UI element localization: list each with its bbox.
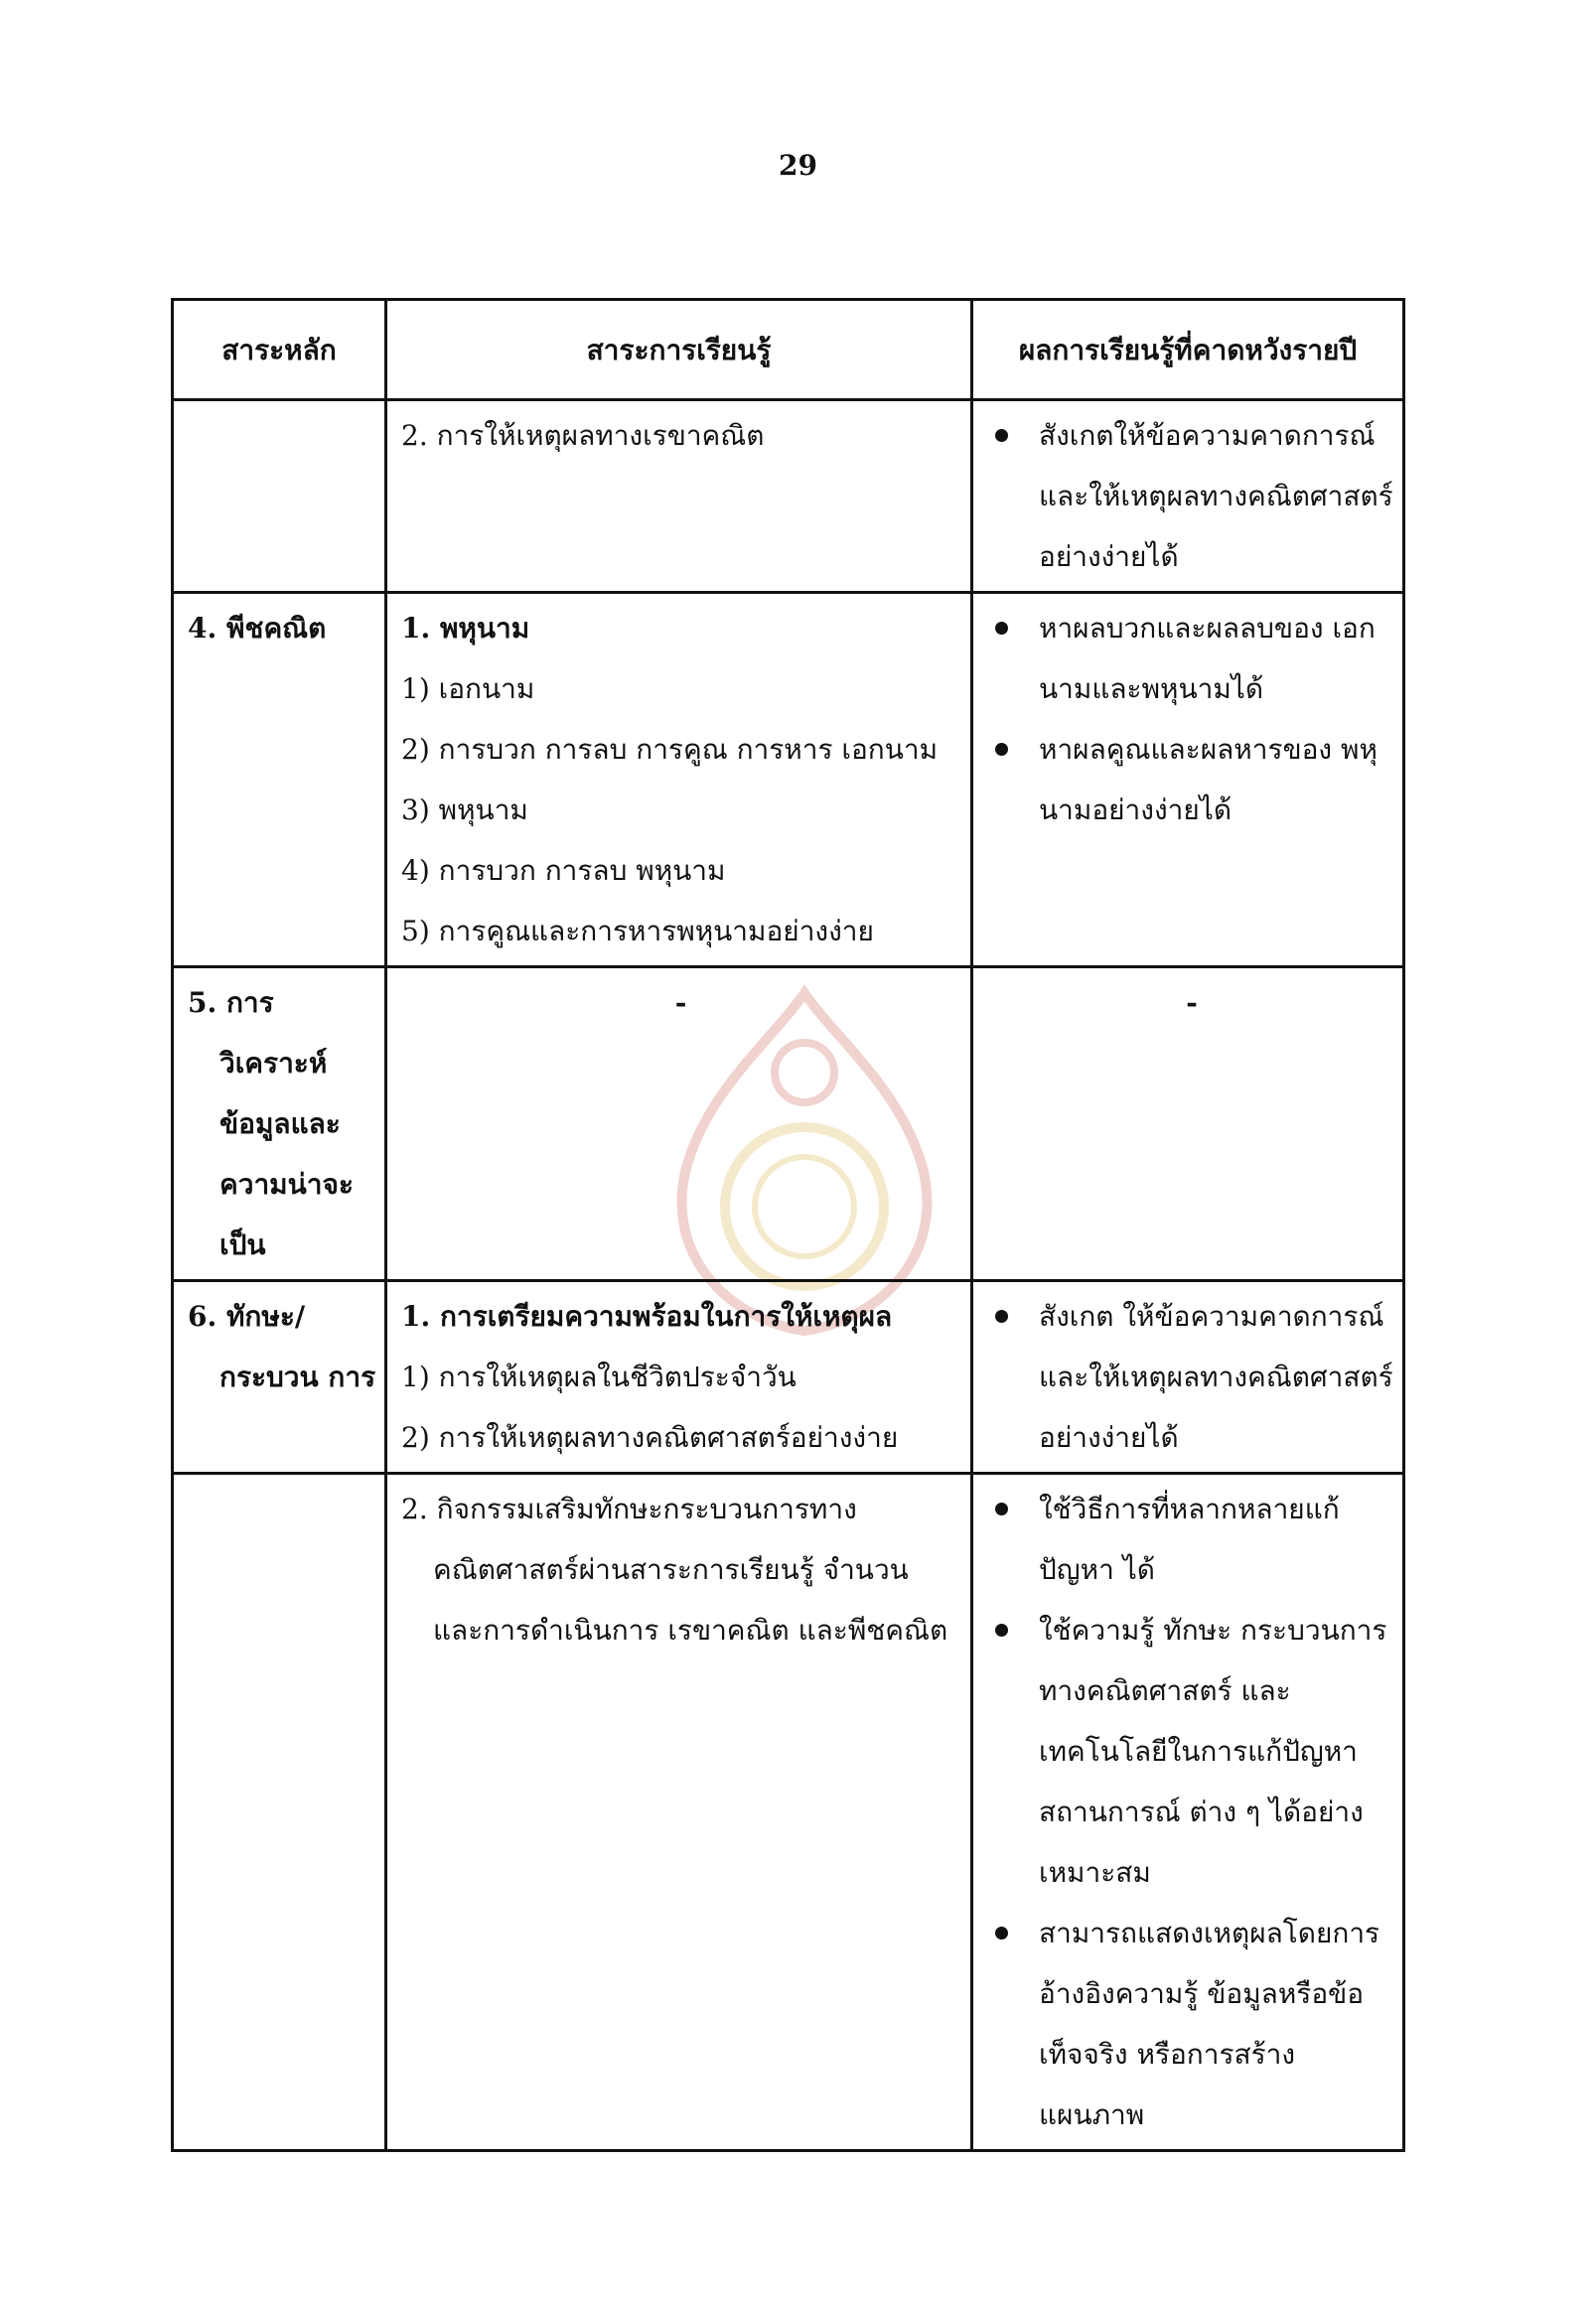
page-number: 29 [779,149,817,182]
core-label: 4. พีชคณิต [188,612,327,645]
content-empty-dash: - [674,986,687,1019]
table-header-row [173,300,1404,400]
core-cell [173,593,386,967]
curriculum-table [171,298,1405,2152]
outcome-item: ใช้ความรู้ ทักษะ กระบวนการ ทางคณิตศาสตร์ และ เทคโนโลยีในการแก้ปัญหา สถานการณ์ ต่าง ๆ ได้อย่าง เหมาะสม [985,1600,1398,1903]
content-line: 2. กิจกรรมเสริมทักษะกระบวนการทาง คณิตศาสตร์ผ่านสาระการเรียนรู้ จำนวน และการดำเนินการ เรขาคณิต และพีชคณิต [401,1493,948,1647]
outcome-item: สังเกตให้ข้อความคาดการณ์ และให้เหตุผลทางคณิตศาสตร์ อย่างง่ายได้ [985,405,1398,587]
outcome-cell [972,967,1404,1281]
header-outcome: ผลการเรียนรู้ที่คาดหวังรายปี [972,300,1404,400]
content-line: 4) การบวก การลบ พหุนาม [401,854,726,887]
header-core: สาระหลัก [173,300,386,400]
outcome-cell [972,1474,1404,2151]
core-cell [173,400,386,593]
content-line: 3) พหุนาม [401,793,528,826]
core-label-number: 6. ทักษะ/ [188,1300,306,1333]
core-label-rest: กระบวน การ [219,1361,376,1393]
content-cell [386,1281,972,1474]
table-row [173,1281,1404,1474]
content-line: 1) เอกนาม [401,672,535,705]
content-cell [386,400,972,593]
table-row [173,400,1404,593]
content-cell [386,593,972,967]
outcome-item: ใช้วิธีการที่หลากหลายแก้ปัญหา ได้ [985,1479,1398,1600]
outcome-item: สังเกต ให้ข้อความคาดการณ์ และให้เหตุผลทางคณิตศาสตร์ อย่างง่ายได้ [985,1286,1398,1468]
outcome-empty-dash: - [1186,986,1198,1019]
header-content: สาระการเรียนรู้ [386,300,972,400]
outcome-item: หาผลบวกและผลลบของ เอกนามและพหุนามได้ [985,598,1398,719]
content-line: 2) การให้เหตุผลทางคณิตศาสตร์อย่างง่าย [401,1421,899,1454]
content-heading: 1. การเตรียมความพร้อมในการให้เหตุผล [401,1300,893,1333]
content-cell [386,1474,972,2151]
content-line: 1) การให้เหตุผลในชีวิตประจำวัน [401,1361,797,1393]
outcome-item: สามารถแสดงเหตุผลโดยการ อ้างอิงความรู้ ข้อมูลหรือข้อ เท็จจริง หรือการสร้างแผนภาพ [985,1903,1398,2145]
core-cell [173,1281,386,1474]
content-line: 5) การคูณและการหารพหุนามอย่างง่าย [401,915,874,947]
content-heading: 1. พหุนาม [401,612,530,645]
outcome-cell [972,1281,1404,1474]
content-line: 2) การบวก การลบ การคูณ การหาร เอกนาม [401,733,939,766]
outcome-item: หาผลคูณและผลหารของ พหุนามอย่างง่ายได้ [985,719,1398,840]
core-cell [173,967,386,1281]
core-cell [173,1474,386,2151]
outcome-cell [972,400,1404,593]
content-line: 2. การให้เหตุผลทางเรขาคณิต [401,419,765,452]
content-cell [386,967,972,1281]
outcome-cell [972,593,1404,967]
core-label-rest: วิเคราะห์ข้อมูลและ ความน่าจะเป็น [219,1047,354,1261]
table-row [173,1474,1404,2151]
table-row [173,593,1404,967]
table-row [173,967,1404,1281]
core-label-number: 5. การ [188,986,274,1019]
